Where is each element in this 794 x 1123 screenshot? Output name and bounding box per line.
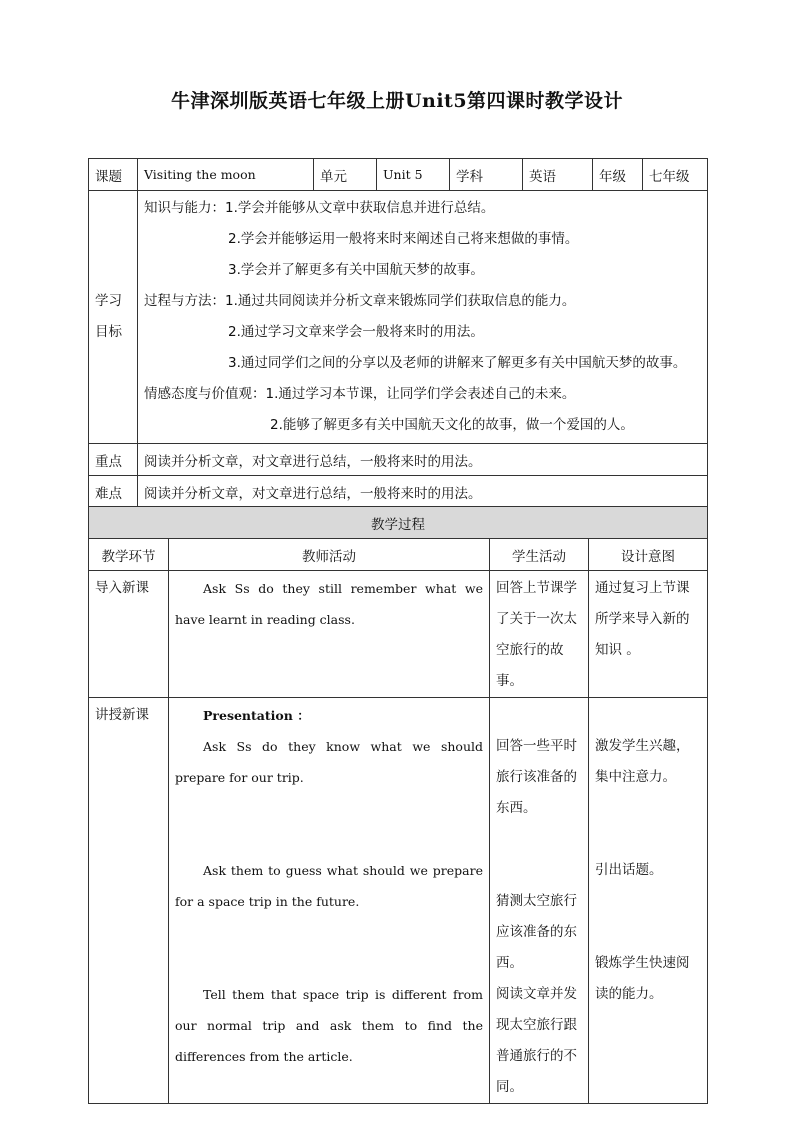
goal-line: 2.通过学习文章来学会一般将来时的用法。	[228, 324, 484, 340]
subject-value: 英语	[523, 159, 593, 191]
key-point-label: 重点	[89, 444, 138, 476]
goals-label-line2: 目标	[95, 324, 122, 340]
process-table	[88, 506, 708, 1104]
info-row	[89, 159, 708, 191]
student-text: 阅读文章并发现太空旅行跟普通旅行的不同。	[496, 986, 577, 1095]
intent-text: 引出话题。	[595, 862, 663, 878]
header-student: 学生活动	[490, 539, 589, 571]
goals-content	[138, 191, 708, 444]
presentation-heading: Presentation ：	[203, 708, 310, 723]
process-header-row	[89, 539, 708, 571]
topic-label: 课题	[89, 159, 138, 191]
goal-line: 情感态度与价值观：1.通过学习本节课，让同学们学会表述自己的未来。	[144, 386, 576, 402]
key-point-row	[89, 444, 708, 476]
intent-intro: 通过复习上节课所学来导入新的知识 。	[589, 571, 708, 698]
header-intent: 设计意图	[589, 539, 708, 571]
difficulty-value: 阅读并分析文章，对文章进行总结，一般将来时的用法。	[138, 476, 708, 508]
process-row-intro	[89, 571, 708, 698]
goals-row	[89, 191, 708, 444]
goal-line: 知识与能力：1.学会并能够从文章中获取信息并进行总结。	[144, 200, 495, 216]
unit-label: 单元	[314, 159, 377, 191]
student-activity-new	[490, 698, 589, 1104]
header-stage: 教学环节	[89, 539, 169, 571]
subject-label: 学科	[450, 159, 523, 191]
intent-new	[589, 698, 708, 1104]
teacher-activity-intro	[169, 571, 490, 698]
topic-value: Visiting the moon	[138, 159, 314, 191]
difficulty-label: 难点	[89, 476, 138, 508]
key-point-value: 阅读并分析文章，对文章进行总结，一般将来时的用法。	[138, 444, 708, 476]
goal-line: 过程与方法：1.通过共同阅读并分析文章来锻炼同学们获取信息的能力。	[144, 293, 576, 309]
grade-label: 年级	[593, 159, 643, 191]
goals-label-line1: 学习	[95, 293, 122, 309]
teacher-text: Ask Ss do they still remember what we have learnt in reading class.	[175, 581, 483, 627]
goal-line: 3.学会并了解更多有关中国航天梦的故事。	[228, 262, 484, 278]
intent-text: 锻炼学生快速阅读的能力。	[595, 955, 690, 1002]
goal-line: 3.通过同学们之间的分享以及老师的讲解来了解更多有关中国航天梦的故事。	[228, 355, 687, 371]
goals-label	[89, 191, 138, 444]
header-teacher: 教师活动	[169, 539, 490, 571]
stage-new: 讲授新课	[89, 698, 169, 1104]
student-text: 回答一些平时旅行该准备的东西。	[496, 738, 577, 816]
difficulty-row	[89, 476, 708, 508]
stage-intro: 导入新课	[89, 571, 169, 698]
student-text: 猜测太空旅行应该准备的东西。	[496, 893, 577, 971]
teacher-activity-new	[169, 698, 490, 1104]
document-title: 牛津深圳版英语七年级上册Unit5第四课时教学设计	[170, 90, 624, 112]
grade-value: 七年级	[643, 159, 708, 191]
goal-line: 2.能够了解更多有关中国航天文化的故事，做一个爱国的人。	[270, 417, 634, 433]
goal-line: 2.学会并能够运用一般将来时来阐述自己将来想做的事情。	[228, 231, 579, 247]
teacher-text: Tell them that space trip is different from our normal trip and ask them to find the differences from the article.	[175, 987, 483, 1064]
unit-value: Unit 5	[377, 159, 450, 191]
teacher-text: Ask them to guess what should we prepare for a space trip in the future.	[175, 863, 483, 909]
teacher-text: Ask Ss do they know what we should prepare for our trip.	[175, 739, 483, 785]
process-row-new	[89, 698, 708, 1104]
process-section-title: 教学过程	[89, 507, 708, 539]
info-table	[88, 158, 708, 508]
intent-text: 激发学生兴趣，集中注意力。	[595, 738, 690, 785]
student-activity-intro: 回答上节课学了关于一次太空旅行的故事。	[490, 571, 589, 698]
